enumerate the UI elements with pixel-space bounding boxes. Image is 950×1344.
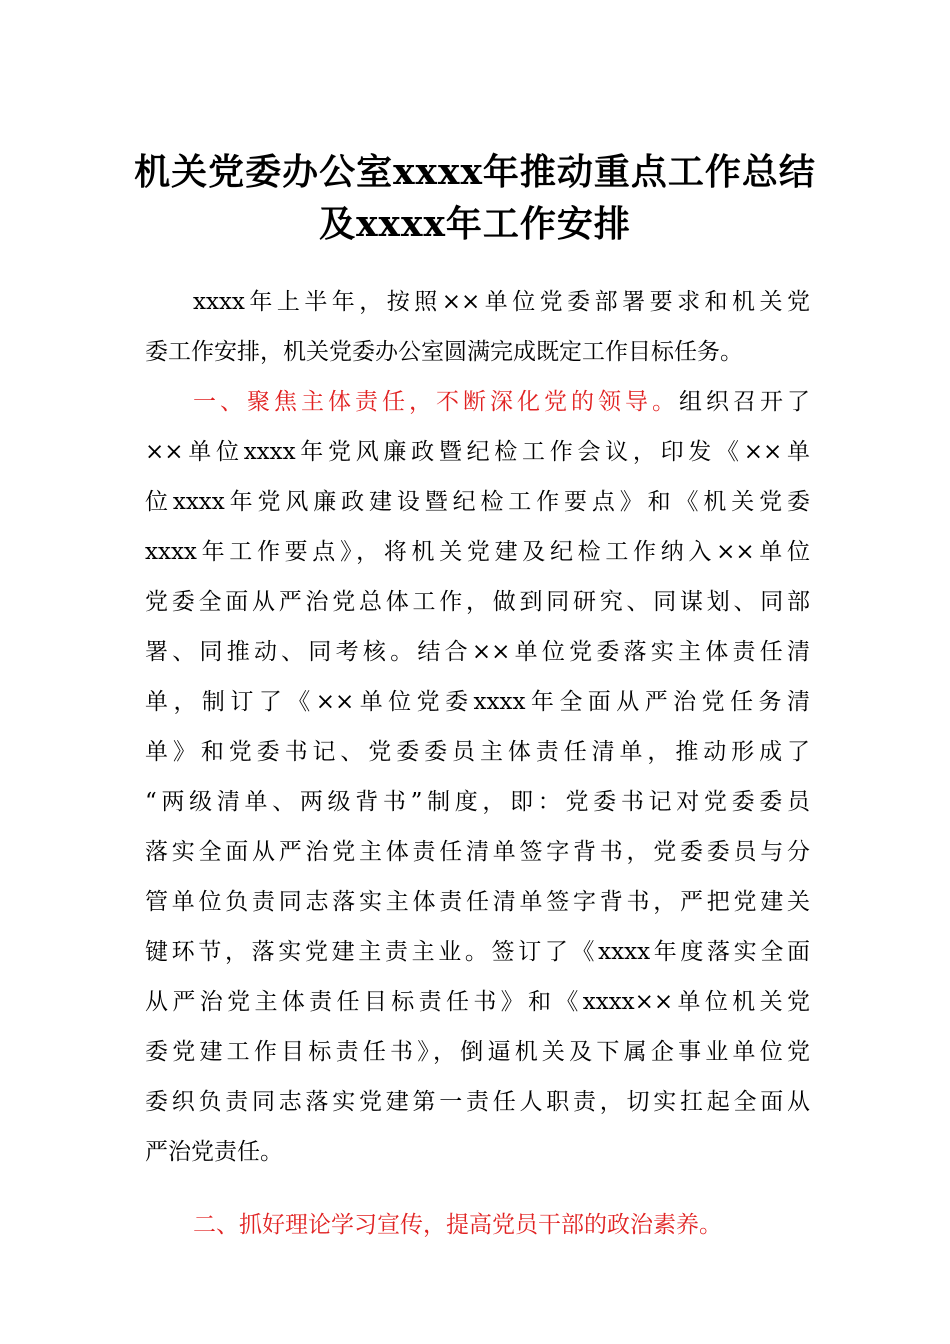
section-1-line-7: 单，制订了《××单位党委xxxx年全面从严治党任务清 [145,689,810,715]
section-1-line-4: xxxx年工作要点》，将机关党建及纪检工作纳入××单位 [145,539,810,565]
section-1-line-12: 键环节，落实党建主责主业。签订了《xxxx年度落实全面 [145,939,810,965]
section-1-line-5: 党委全面从严治党总体工作，做到同研究、同谋划、同部 [145,589,810,615]
intro-line-1: xxxx年上半年，按照××单位党委部署要求和机关党 [193,289,810,315]
section-2-first-line [145,1200,810,1250]
section-2-heading: 二、抓好理论学习宣传，提高党员干部的政治素养。 [193,1212,722,1238]
title-line-1: 机关党委办公室xxxx年推动重点工作总结 [134,151,816,193]
section-1-line-6: 署、同推动、同考核。结合××单位党委落实主体责任清 [145,639,810,665]
section-1-line-3: 位xxxx年党风廉政建设暨纪检工作要点》和《机关党委 [145,489,810,515]
section-1-line-16: 严治党责任。 [145,1139,283,1165]
section-1-first-line [145,377,810,427]
section-1-line-15: 委织负责同志落实党建第一责任人职责，切实扛起全面从 [145,1089,810,1115]
document-title [120,146,830,250]
section-1-line-10: 落实全面从严治党主体责任清单签字背书，党委委员与分 [145,839,810,865]
section-1-line-8: 单》和党委书记、党委委员主体责任清单，推动形成了 [145,739,810,765]
section-1-line-2: ××单位xxxx年党风廉政暨纪检工作会议，印发《××单 [145,439,810,465]
section-1-line-14: 委党建工作目标责任书》，倒逼机关及下属企事业单位党 [145,1039,810,1065]
section-1-line-1-tail: 组织召开了 [679,389,810,415]
section-1-line-9: “两级清单、两级背书”制度，即：党委书记对党委委员 [145,789,810,815]
intro-line-2: 委工作安排，机关党委办公室圆满完成既定工作目标任务。 [145,339,743,365]
section-1-line-13: 从严治党主体责任目标责任书》和《xxxx××单位机关党 [145,989,810,1015]
section-1-line-11: 管单位负责同志落实主体责任清单签字背书，严把党建关 [145,889,810,915]
section-1-heading: 一、聚焦主体责任，不断深化党的领导。 [193,389,679,415]
title-line-2: 及xxxx年工作安排 [319,203,631,245]
